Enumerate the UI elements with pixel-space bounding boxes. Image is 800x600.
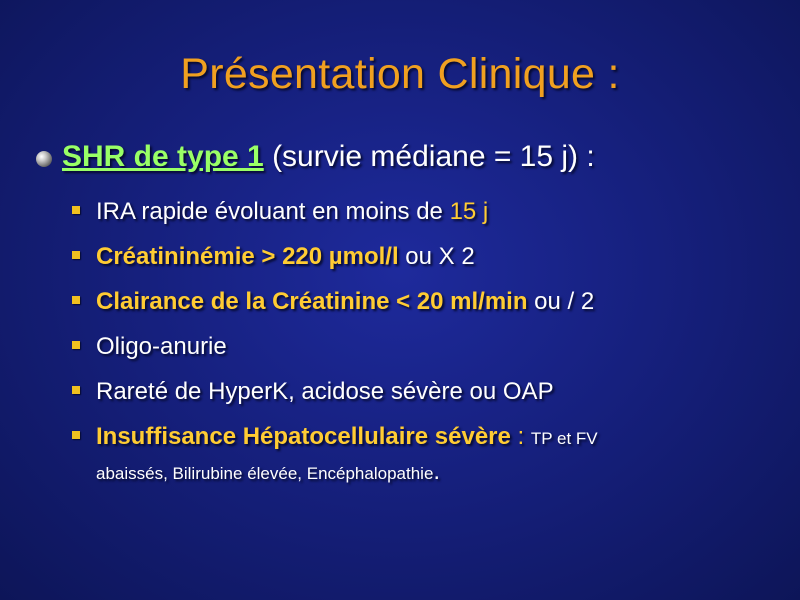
- list-item-text: ou X 2: [398, 243, 475, 270]
- square-bullet-icon: [72, 386, 80, 394]
- list-item: [70, 286, 770, 331]
- slide-title: Présentation Clinique :: [180, 50, 620, 98]
- list-item: [70, 241, 770, 286]
- shr-type-1-label: SHR de type 1: [62, 140, 264, 173]
- square-bullet-icon: [72, 251, 80, 259]
- list-item-colon: :: [510, 423, 531, 450]
- main-bullet-text: [62, 140, 595, 174]
- list-item-text: IRA rapide évoluant en moins de: [96, 198, 450, 225]
- list-item: [70, 331, 770, 376]
- square-bullet-icon: [72, 431, 80, 439]
- list-item-text: Oligo-anurie: [96, 333, 227, 360]
- square-bullet-icon: [72, 206, 80, 214]
- list-item: [70, 196, 770, 241]
- continuation-period: .: [433, 458, 441, 485]
- list-item-bold: Insuffisance Hépatocellulaire sévère: [96, 423, 511, 450]
- square-bullet-icon: [72, 296, 80, 304]
- criteria-list: [70, 196, 770, 466]
- list-item-accent: 15 j: [449, 198, 489, 225]
- continuation-text: abaissés, Bilirubine élevée, Encéphalopathie: [96, 464, 434, 483]
- sphere-bullet-icon: [36, 151, 52, 167]
- list-item-text: ou / 2: [527, 288, 595, 315]
- list-item-continuation: [96, 458, 440, 486]
- square-bullet-icon: [72, 341, 80, 349]
- survie-mediane-text: (survie médiane = 15 j) :: [263, 140, 595, 173]
- list-item-text: Rareté de HyperK, acidose sévère ou OAP: [96, 378, 554, 405]
- list-item-small-text: TP et FV: [530, 429, 598, 448]
- list-item: [70, 376, 770, 421]
- list-item-bold: Créatininémie > 220 µmol/l: [96, 243, 399, 270]
- list-item-bold: Clairance de la Créatinine < 20 ml/min: [96, 288, 528, 315]
